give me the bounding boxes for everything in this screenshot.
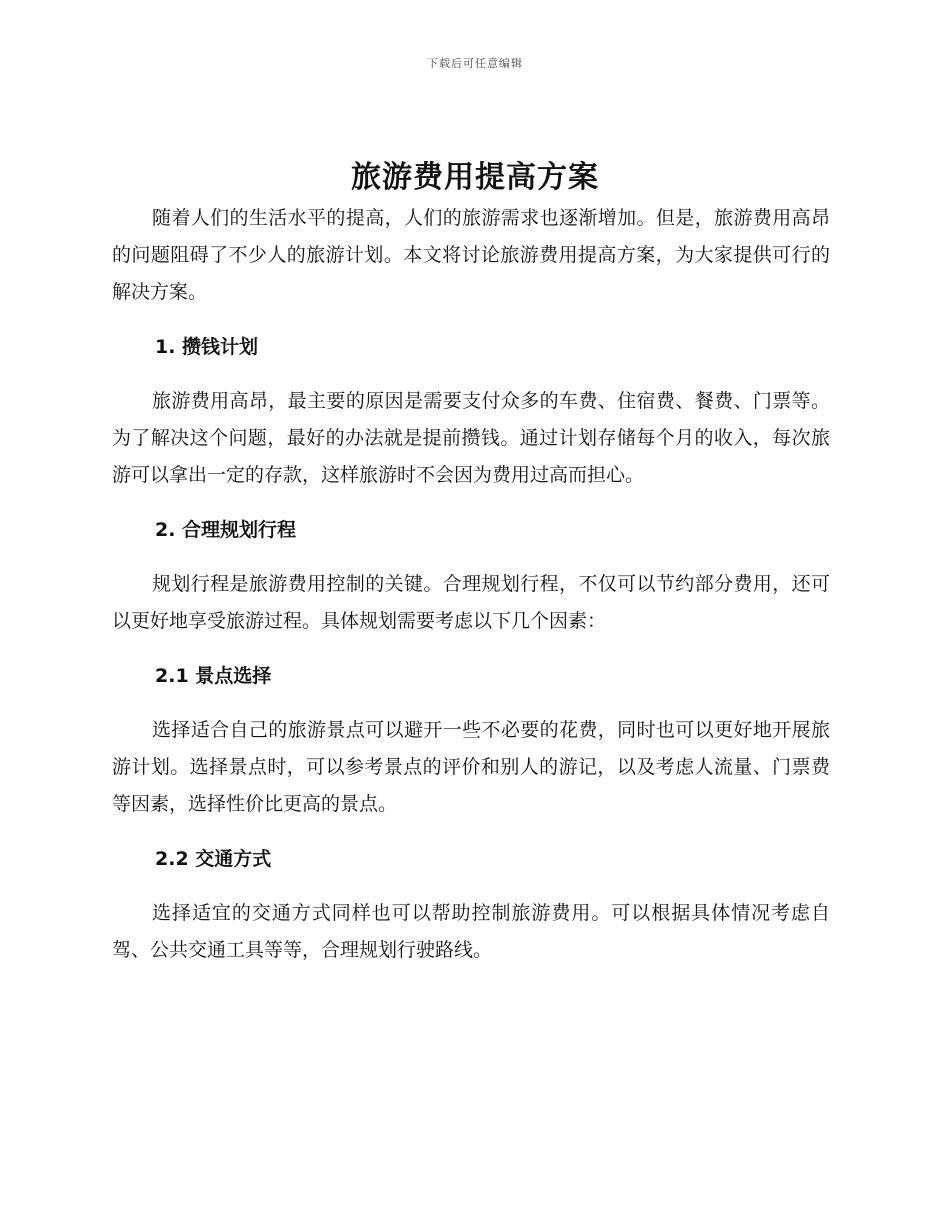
spacer xyxy=(112,366,830,383)
spacer xyxy=(112,640,830,658)
spacer xyxy=(112,494,830,512)
section-heading-attractions: 2.1 景点选择 xyxy=(155,665,272,687)
section-body-itinerary: 规划行程是旅游费用控制的关键。合理规划行程，不仅可以节约部分费用，还可以更好地享受旅游过程。具体规划需要考虑以下几个因素： xyxy=(112,573,830,632)
header-note: 下载后可任意编辑 xyxy=(427,57,523,70)
section-body-savings: 旅游费用高昂，最主要的原因是需要支付众多的车费、住宿费、餐费、门票等。为了解决这个问题，最好的办法就是提前攒钱。通过计划存储每个月的收入，每次旅游可以拿出一定的存款，这样旅游时不会因为费用过高而担心。 xyxy=(112,390,830,486)
section-heading-transport: 2.2 交通方式 xyxy=(155,848,272,870)
spacer xyxy=(112,311,830,329)
document-title: 旅游费用提高方案 xyxy=(351,160,599,195)
spacer xyxy=(112,549,830,566)
section-heading-savings: 1. 攒钱计划 xyxy=(155,336,259,358)
spacer xyxy=(112,823,830,841)
spacer xyxy=(112,878,830,895)
document-body xyxy=(112,200,830,969)
section-heading-itinerary: 2. 合理规划行程 xyxy=(155,519,297,541)
intro-paragraph: 随着人们的生活水平的提高，人们的旅游需求也逐渐增加。但是，旅游费用高昂的问题阻碍了不少人的旅游计划。本文将讨论旅游费用提高方案，为大家提供可行的解决方案。 xyxy=(112,207,830,303)
section-body-attractions: 选择适合自己的旅游景点可以避开一些不必要的花费，同时也可以更好地开展旅游计划。选择景点时，可以参考景点的评价和别人的游记，以及考虑人流量、门票费等因素，选择性价比更高的景点。 xyxy=(112,719,830,815)
spacer xyxy=(112,695,830,712)
section-body-transport: 选择适宜的交通方式同样也可以帮助控制旅游费用。可以根据具体情况考虑自驾、公共交通工具等等，合理规划行驶路线。 xyxy=(112,902,830,961)
